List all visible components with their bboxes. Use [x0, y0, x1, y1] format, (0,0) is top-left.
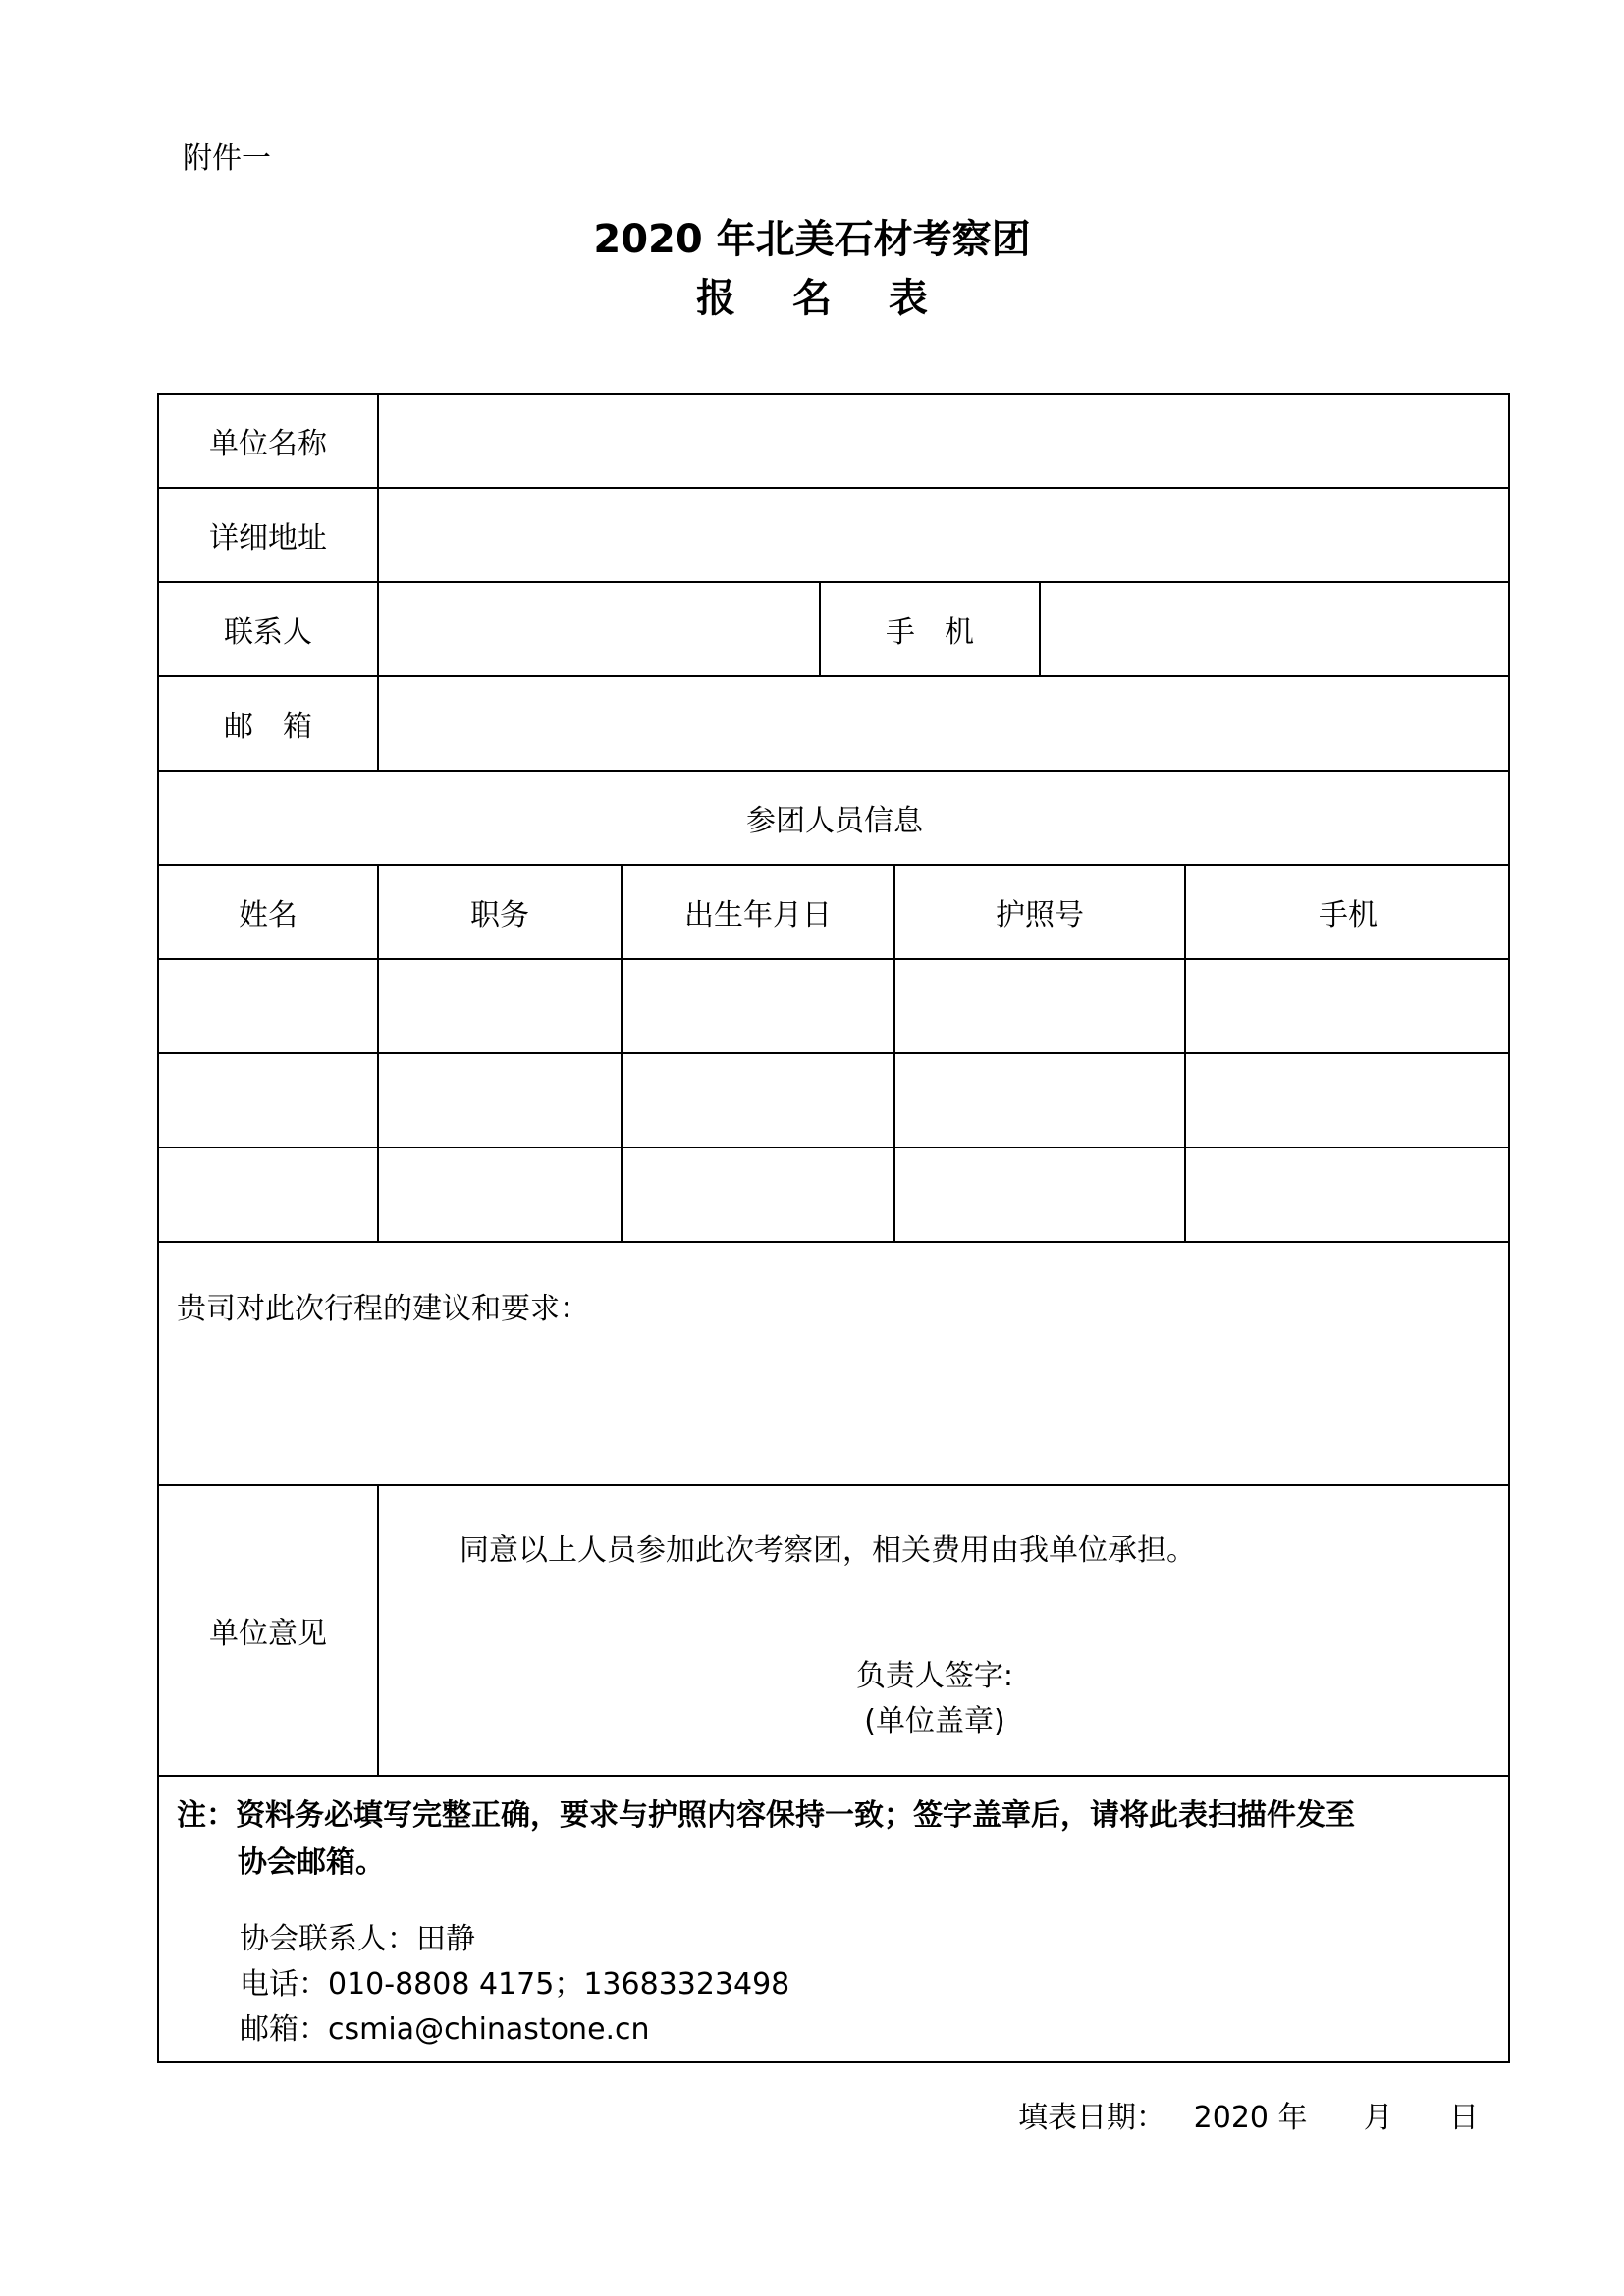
opinion-label: 单位意见	[209, 1617, 327, 1651]
address-label: 详细地址	[209, 521, 327, 556]
column-header-mobile: 手机	[1319, 898, 1378, 933]
form-title: 2020 年北美石材考察团	[593, 217, 1031, 262]
note	[177, 1792, 1492, 1887]
form-subtitle: 报 名 表	[696, 276, 949, 321]
fill-date: 填表日期： 2020 年 月 日	[1018, 2101, 1479, 2135]
registration-form	[157, 393, 1510, 2063]
signature-label: 负责人签字:	[855, 1659, 1014, 1693]
consent-text: 同意以上人员参加此次考察团，相关费用由我单位承担。	[460, 1533, 1196, 1568]
unit-name-field[interactable]	[379, 395, 1510, 487]
note-line: 注：资料务必填写完整正确，要求与护照内容保持一致；签字盖章后，请将此表扫描件发至	[177, 1798, 1355, 1833]
column-header-position: 职务	[470, 898, 529, 933]
note-line: 协会邮箱。	[238, 1845, 385, 1880]
unit-name-label: 单位名称	[209, 427, 327, 461]
association-phone: 电话：010-8808 4175；13683323498	[240, 1967, 790, 2002]
member-row[interactable]	[159, 960, 1510, 1052]
column-header-birthdate: 出生年月日	[684, 898, 832, 933]
column-header-passport: 护照号	[996, 898, 1084, 933]
contact-field[interactable]	[379, 583, 819, 675]
email-field[interactable]	[379, 677, 1510, 770]
members-section-title: 参团人员信息	[746, 804, 923, 838]
row-divider	[159, 1241, 1508, 1243]
annex-label: 附件一	[183, 141, 271, 176]
column-header-name: 姓名	[239, 898, 298, 933]
contact-label: 联系人	[224, 615, 312, 650]
stamp-label: (单位盖章)	[864, 1704, 1005, 1738]
row-divider	[159, 1775, 1508, 1777]
address-field[interactable]	[379, 489, 1510, 581]
association-contact: 协会联系人：田静	[240, 1922, 475, 1956]
member-row[interactable]	[159, 1148, 1510, 1241]
email-label: 邮 箱	[224, 710, 312, 744]
association-email: 邮箱：csmia@chinastone.cn	[240, 2012, 650, 2047]
member-row[interactable]	[159, 1054, 1510, 1147]
suggestions-label: 贵司对此次行程的建议和要求：	[177, 1292, 589, 1326]
mobile-label: 手 机	[886, 615, 974, 650]
mobile-field[interactable]	[1041, 583, 1510, 675]
